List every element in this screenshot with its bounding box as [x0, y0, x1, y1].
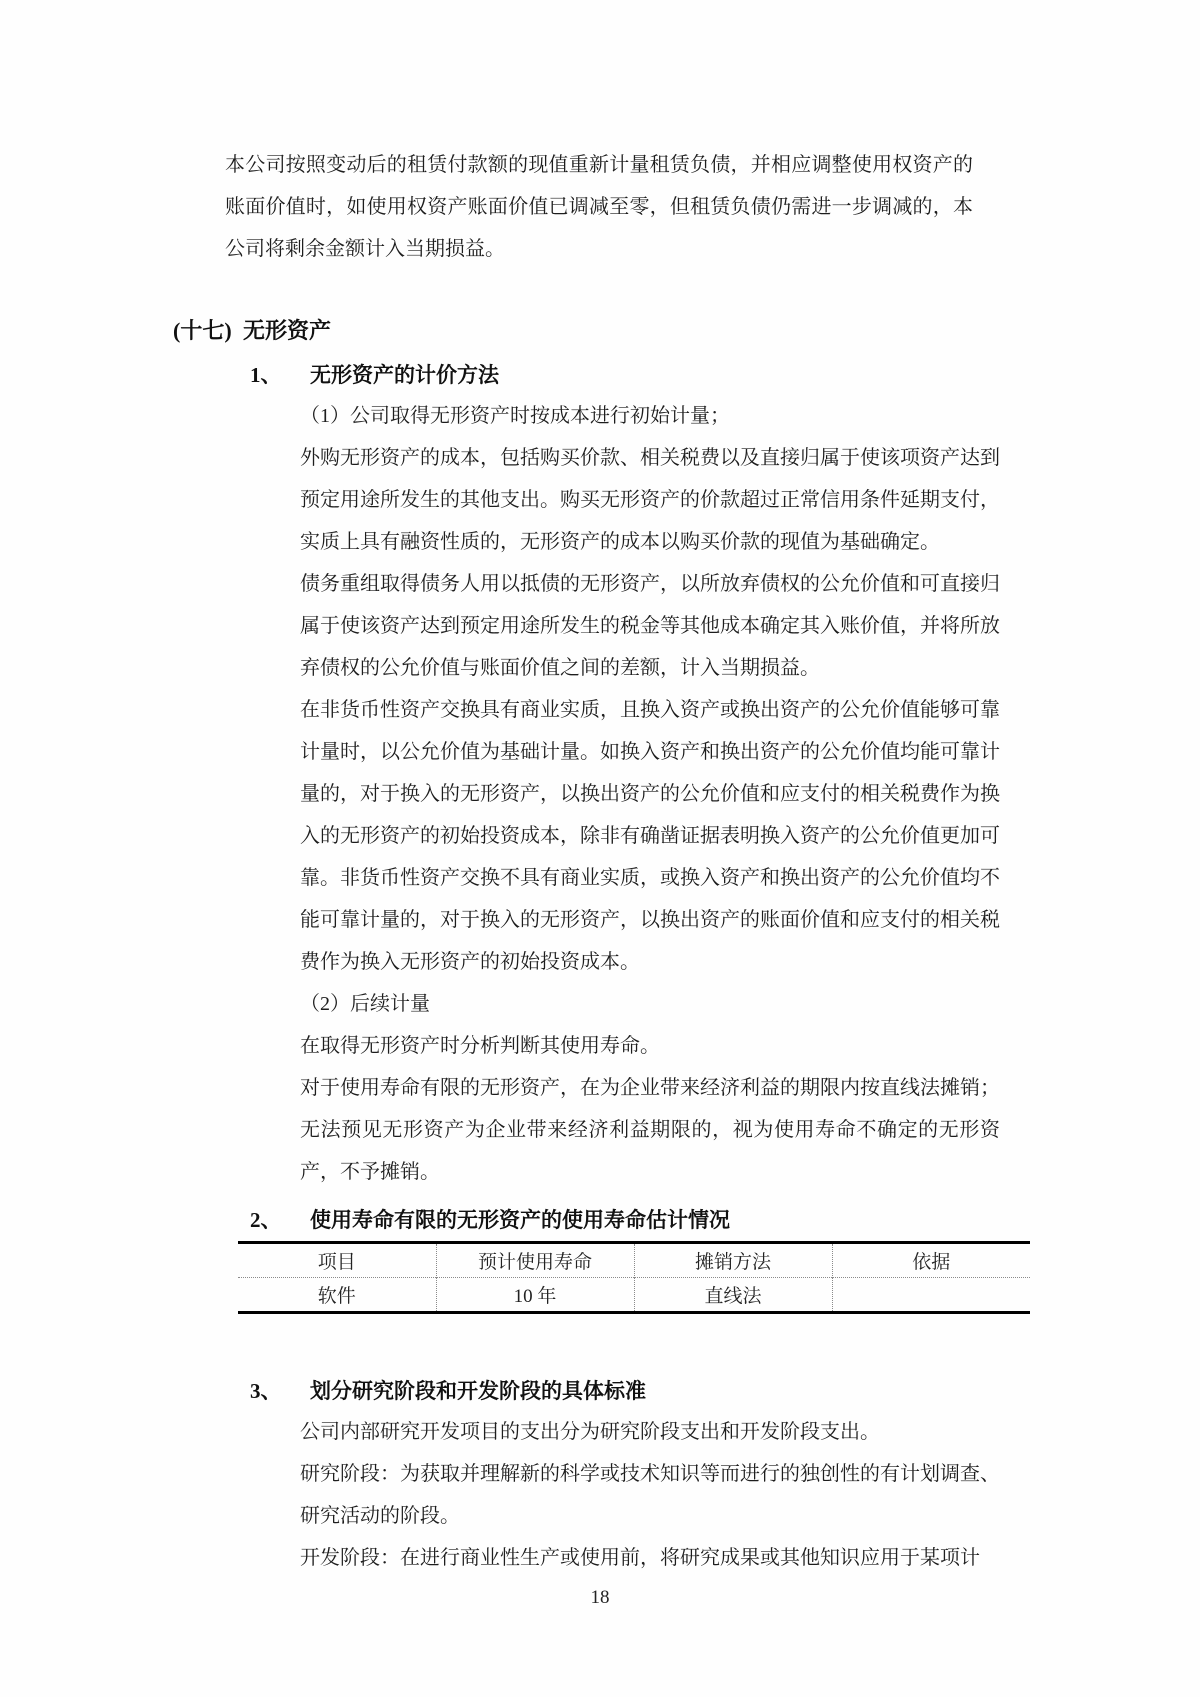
item-3-heading — [250, 1374, 1200, 1408]
section-number: (十七) — [173, 318, 232, 343]
item-2-title: 使用寿命有限的无形资产的使用寿命估计情况 — [310, 1208, 730, 1232]
item-1-heading — [250, 358, 1200, 392]
item-1-paragraph: 外购无形资产的成本，包括购买价款、相关税费以及直接归属于使该项资产达到预定用途所发生的其他支出。购买无形资产的价款超过正常信用条件延期支付，实质上具有融资性质的，无形资产的成本以购买价款的现值为基础确定。 — [300, 447, 1000, 553]
item-1-body — [300, 395, 1000, 1193]
item-3-title: 划分研究阶段和开发阶段的具体标准 — [310, 1379, 646, 1403]
item-1-paragraph: 在取得无形资产时分析判断其使用寿命。 — [300, 1035, 660, 1057]
item-1-paragraph: 债务重组取得债务人用以抵债的无形资产，以所放弃债权的公允价值和可直接归属于使该资产达到预定用途所发生的税金等其他成本确定其入账价值，并将所放弃债权的公允价值与账面价值之间的差额，计入当期损益。 — [300, 573, 1000, 679]
useful-life-table — [238, 1241, 1030, 1314]
item-2-heading — [250, 1203, 1200, 1237]
item-3-body — [300, 1411, 1000, 1579]
item-2-number: 2、 — [250, 1208, 282, 1232]
page-number: 18 — [590, 1587, 610, 1608]
table-row — [238, 1278, 1030, 1313]
item-3-paragraph: 公司内部研究开发项目的支出分为研究阶段支出和开发阶段支出。 — [300, 1421, 880, 1443]
table-header-expected-life: 预计使用寿命 — [436, 1243, 634, 1278]
cell-expected-life: 10 年 — [436, 1278, 634, 1313]
item-1-number: 1、 — [250, 363, 282, 387]
cell-amortization-method: 直线法 — [634, 1278, 832, 1313]
item-1-paragraph: 对于使用寿命有限的无形资产，在为企业带来经济利益的期限内按直线法摊销；无法预见无形资产为企业带来经济利益期限的，视为使用寿命不确定的无形资产，不予摊销。 — [300, 1077, 1000, 1183]
cell-basis — [832, 1278, 1030, 1313]
item-1-title: 无形资产的计价方法 — [310, 363, 499, 387]
section-heading — [173, 316, 1200, 346]
item-1-paragraph: （2）后续计量 — [300, 993, 430, 1015]
table-header-basis: 依据 — [832, 1243, 1030, 1278]
table-header-row — [238, 1243, 1030, 1278]
cell-item: 软件 — [317, 1286, 356, 1307]
section-title: 无形资产 — [243, 318, 332, 343]
table-header-item: 项目 — [317, 1252, 356, 1273]
intro-paragraph: 本公司按照变动后的租赁付款额的现值重新计量租赁负债，并相应调整使用权资产的账面价值时，如使用权资产账面价值已调减至零，但租赁负债仍需进一步调减的，本公司将剩余金额计入当期损益。 — [225, 154, 973, 260]
item-3-paragraph: 研究阶段：为获取并理解新的科学或技术知识等而进行的独创性的有计划调查、研究活动的阶段。 — [300, 1463, 1000, 1527]
item-1-paragraph: （1）公司取得无形资产时按成本进行初始计量； — [300, 405, 730, 427]
item-3-paragraph: 开发阶段：在进行商业性生产或使用前，将研究成果或其他知识应用于某项计 — [300, 1547, 980, 1569]
table-header-amortization-method: 摊销方法 — [634, 1243, 832, 1278]
item-3-number: 3、 — [250, 1379, 282, 1403]
item-1-paragraph: 在非货币性资产交换具有商业实质，且换入资产或换出资产的公允价值能够可靠计量时，以公允价值为基础计量。如换入资产和换出资产的公允价值均能可靠计量的，对于换入的无形资产，以换出资产的公允价值和应支付的相关税费作为换入的无形资产的初始投资成本，除非有确凿证据表明换入资产的公允价值更加可靠。非货币性资产交换不具有商业实质，或换入资产和换出资产的公允价值均不能可靠计量的，对于换入的无形资产，以换出资产的账面价值和应支付的相关税费作为换入无形资产的初始投资成本。 — [300, 699, 1000, 973]
